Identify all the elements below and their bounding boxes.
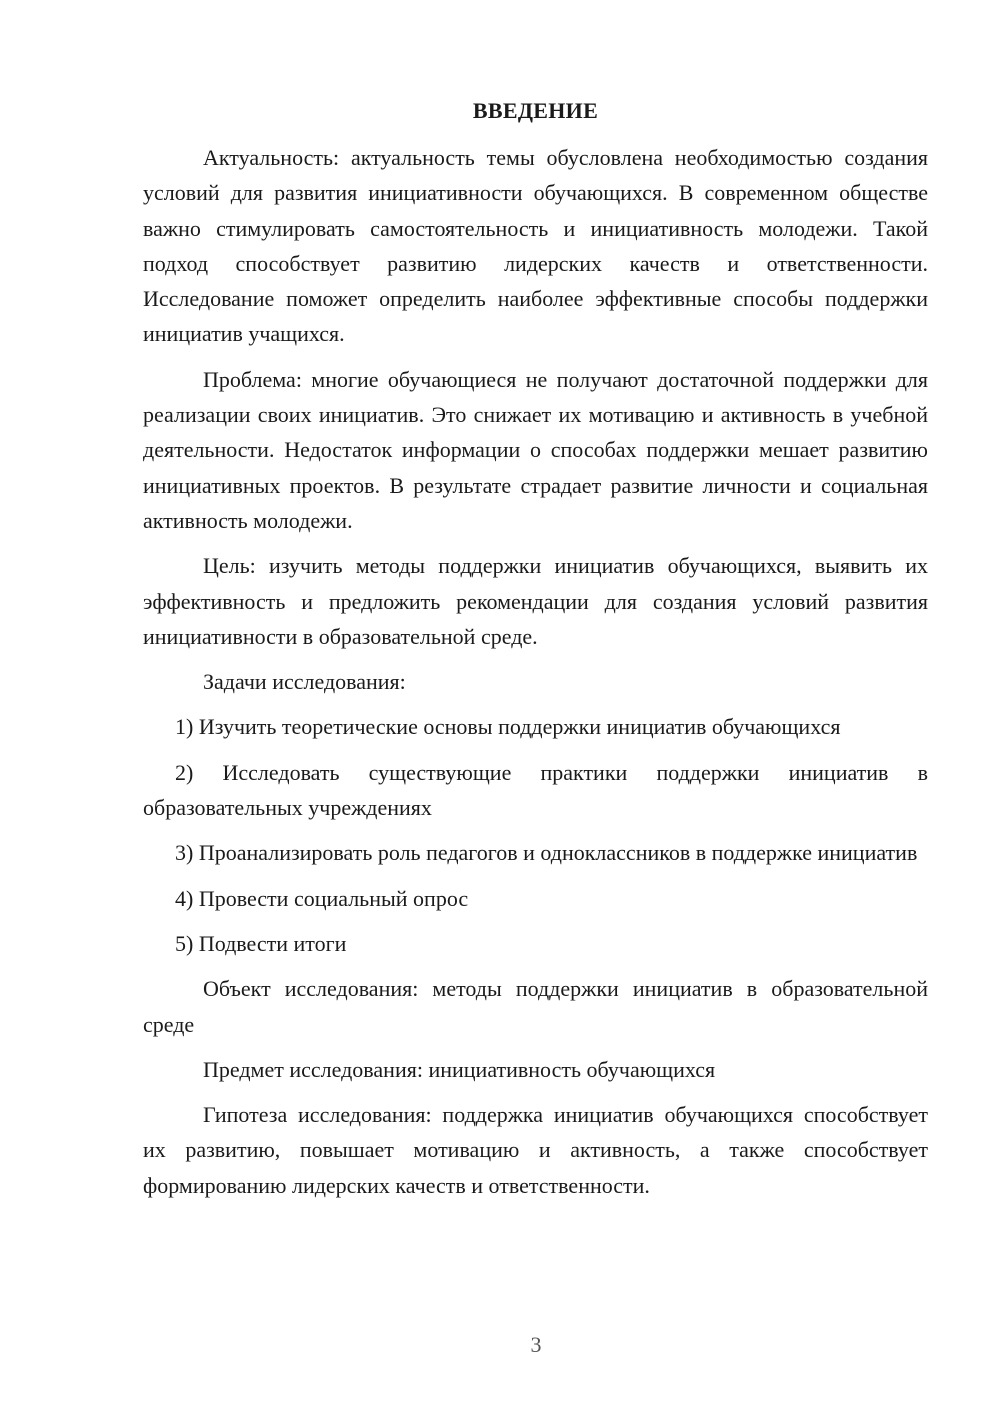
list-item: 1) Изучить теоретические основы поддержки инициатив обучающихся: [175, 714, 841, 740]
paragraph-object: Объект исследования: методы поддержки инициатив в образовательной среде: [143, 976, 928, 1037]
list-item: 5) Подвести итоги: [175, 930, 347, 956]
paragraph-subject: Предмет исследования: инициативность обучающихся: [203, 1056, 716, 1082]
paragraph-goal: Цель: изучить методы поддержки инициатив обучающихся, выявить их эффективность и предложить рекомендации для создания условий развития инициативности в образовательной среде.: [143, 553, 928, 649]
page-title: ВВЕДЕНИЕ: [472, 98, 599, 123]
tasks-heading: Задачи исследования:: [203, 669, 406, 695]
list-item: 4) Провести социальный опрос: [175, 885, 469, 911]
paragraph-relevance: Актуальность: актуальность темы обусловлена необходимостью создания условий для развития инициативности обучающихся. В современном обществе важно стимулировать самостоятельность и инициативность молодежи. Такой подход способствует развитию лидерских качеств и ответственности. Исследование поможет определить наиболее эффективные способы поддержки инициатив учащихся.: [143, 145, 928, 347]
tasks-list: [143, 709, 928, 961]
list-item: 2) Исследовать существующие практики поддержки инициатив в образовательных учреждениях: [143, 759, 928, 821]
list-item: 3) Проанализировать роль педагогов и одноклассников в поддержке инициатив: [175, 840, 918, 866]
page-number: 3: [530, 1332, 542, 1357]
paragraph-problem: Проблема: многие обучающиеся не получают достаточной поддержки для реализации своих инициатив. Это снижает их мотивацию и активность в учебной деятельности. Недостаток информации о способах поддержки мешает развитию инициативных проектов. В результате страдает развитие личности и социальная активность молодежи.: [143, 366, 928, 533]
document-page: [143, 93, 928, 1213]
paragraph-hypothesis: Гипотеза исследования: поддержка инициатив обучающихся способствует их развитию, повышает мотивацию и активность, а также способствует формированию лидерских качеств и ответственности.: [143, 1102, 928, 1198]
